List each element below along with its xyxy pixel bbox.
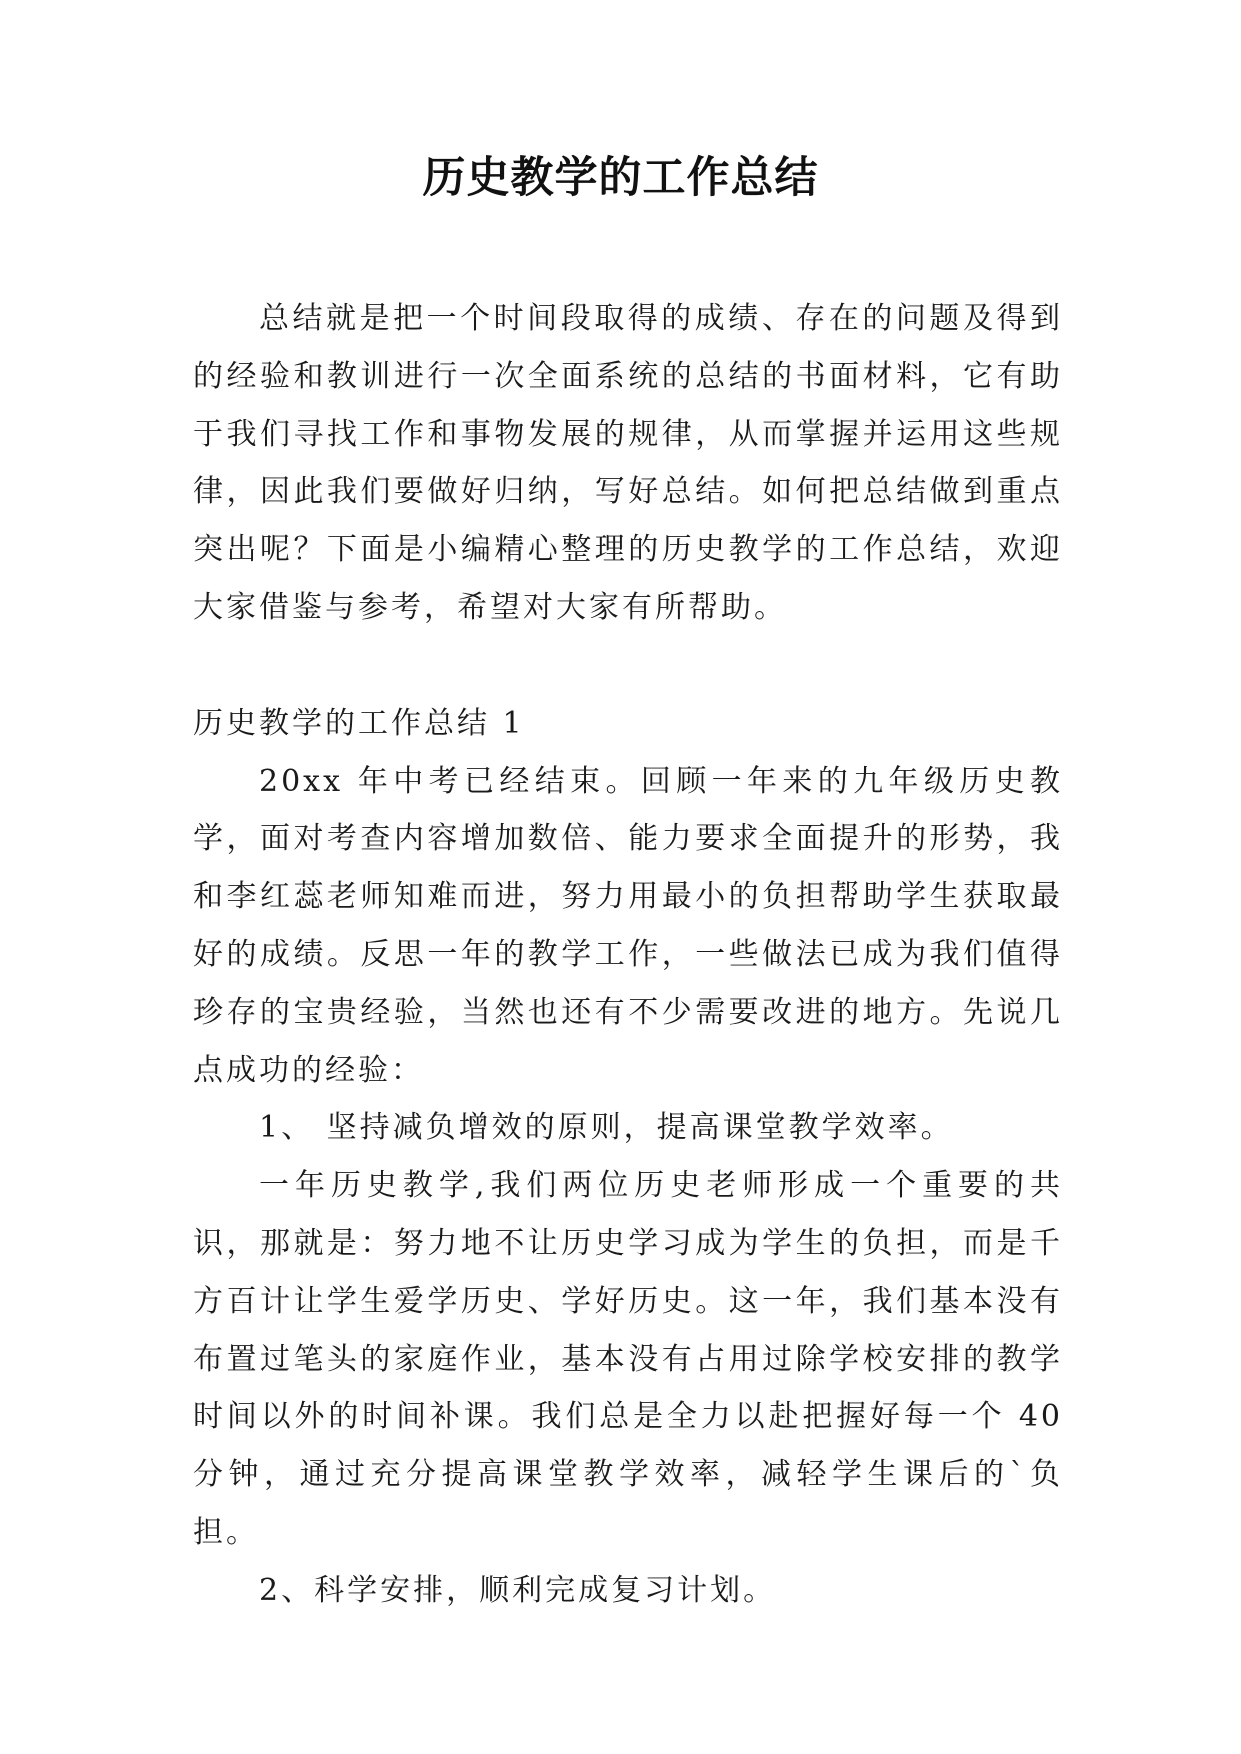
paragraph-1: 20xx 年中考已经结束。回顾一年来的九年级历史教学，面对考查内容增加数倍、能力要求全面提升的形势，我和李红蕊老师知难而进，努力用最小的负担帮助学生获取最好的成绩。反思一年的教学工作，一些做法已成为我们值得珍存的宝贵经验，当然也还有不少需要改进的地方。先说几点成功的经验： bbox=[193, 763, 1063, 1088]
paragraph-2: 1、 坚持减负增效的原则，提高课堂教学效率。 bbox=[259, 1110, 954, 1146]
paragraph-3: 一年历史教学,我们两位历史老师形成一个重要的共识，那就是：努力地不让历史学习成为学生的负担，而是千方百计让学生爱学历史、学好历史。这一年，我们基本没有布置过笔头的家庭作业，基本没有占用过除学校安排的教学时间以外的时间补课。我们总是全力以赴把握好每一个 40 分钟，通过充分提高课堂教学效率，减轻学生课后的`负担。 bbox=[193, 1168, 1063, 1550]
intro-paragraph: 总结就是把一个时间段取得的成绩、存在的问题及得到的经验和教训进行一次全面系统的总结的书面材料，它有助于我们寻找工作和事物发展的规律，从而掌握并运用这些规律，因此我们要做好归纳，写好总结。如何把总结做到重点突出呢？下面是小编精心整理的历史教学的工作总结，欢迎大家借鉴与参考，希望对大家有所帮助。 bbox=[193, 301, 1063, 625]
document-title: 历史教学的工作总结 bbox=[422, 153, 819, 203]
paragraph-4: 2、科学安排，顺利完成复习计划。 bbox=[259, 1572, 777, 1608]
section-heading: 历史教学的工作总结 1 bbox=[193, 705, 525, 741]
document-body bbox=[193, 290, 1063, 1620]
